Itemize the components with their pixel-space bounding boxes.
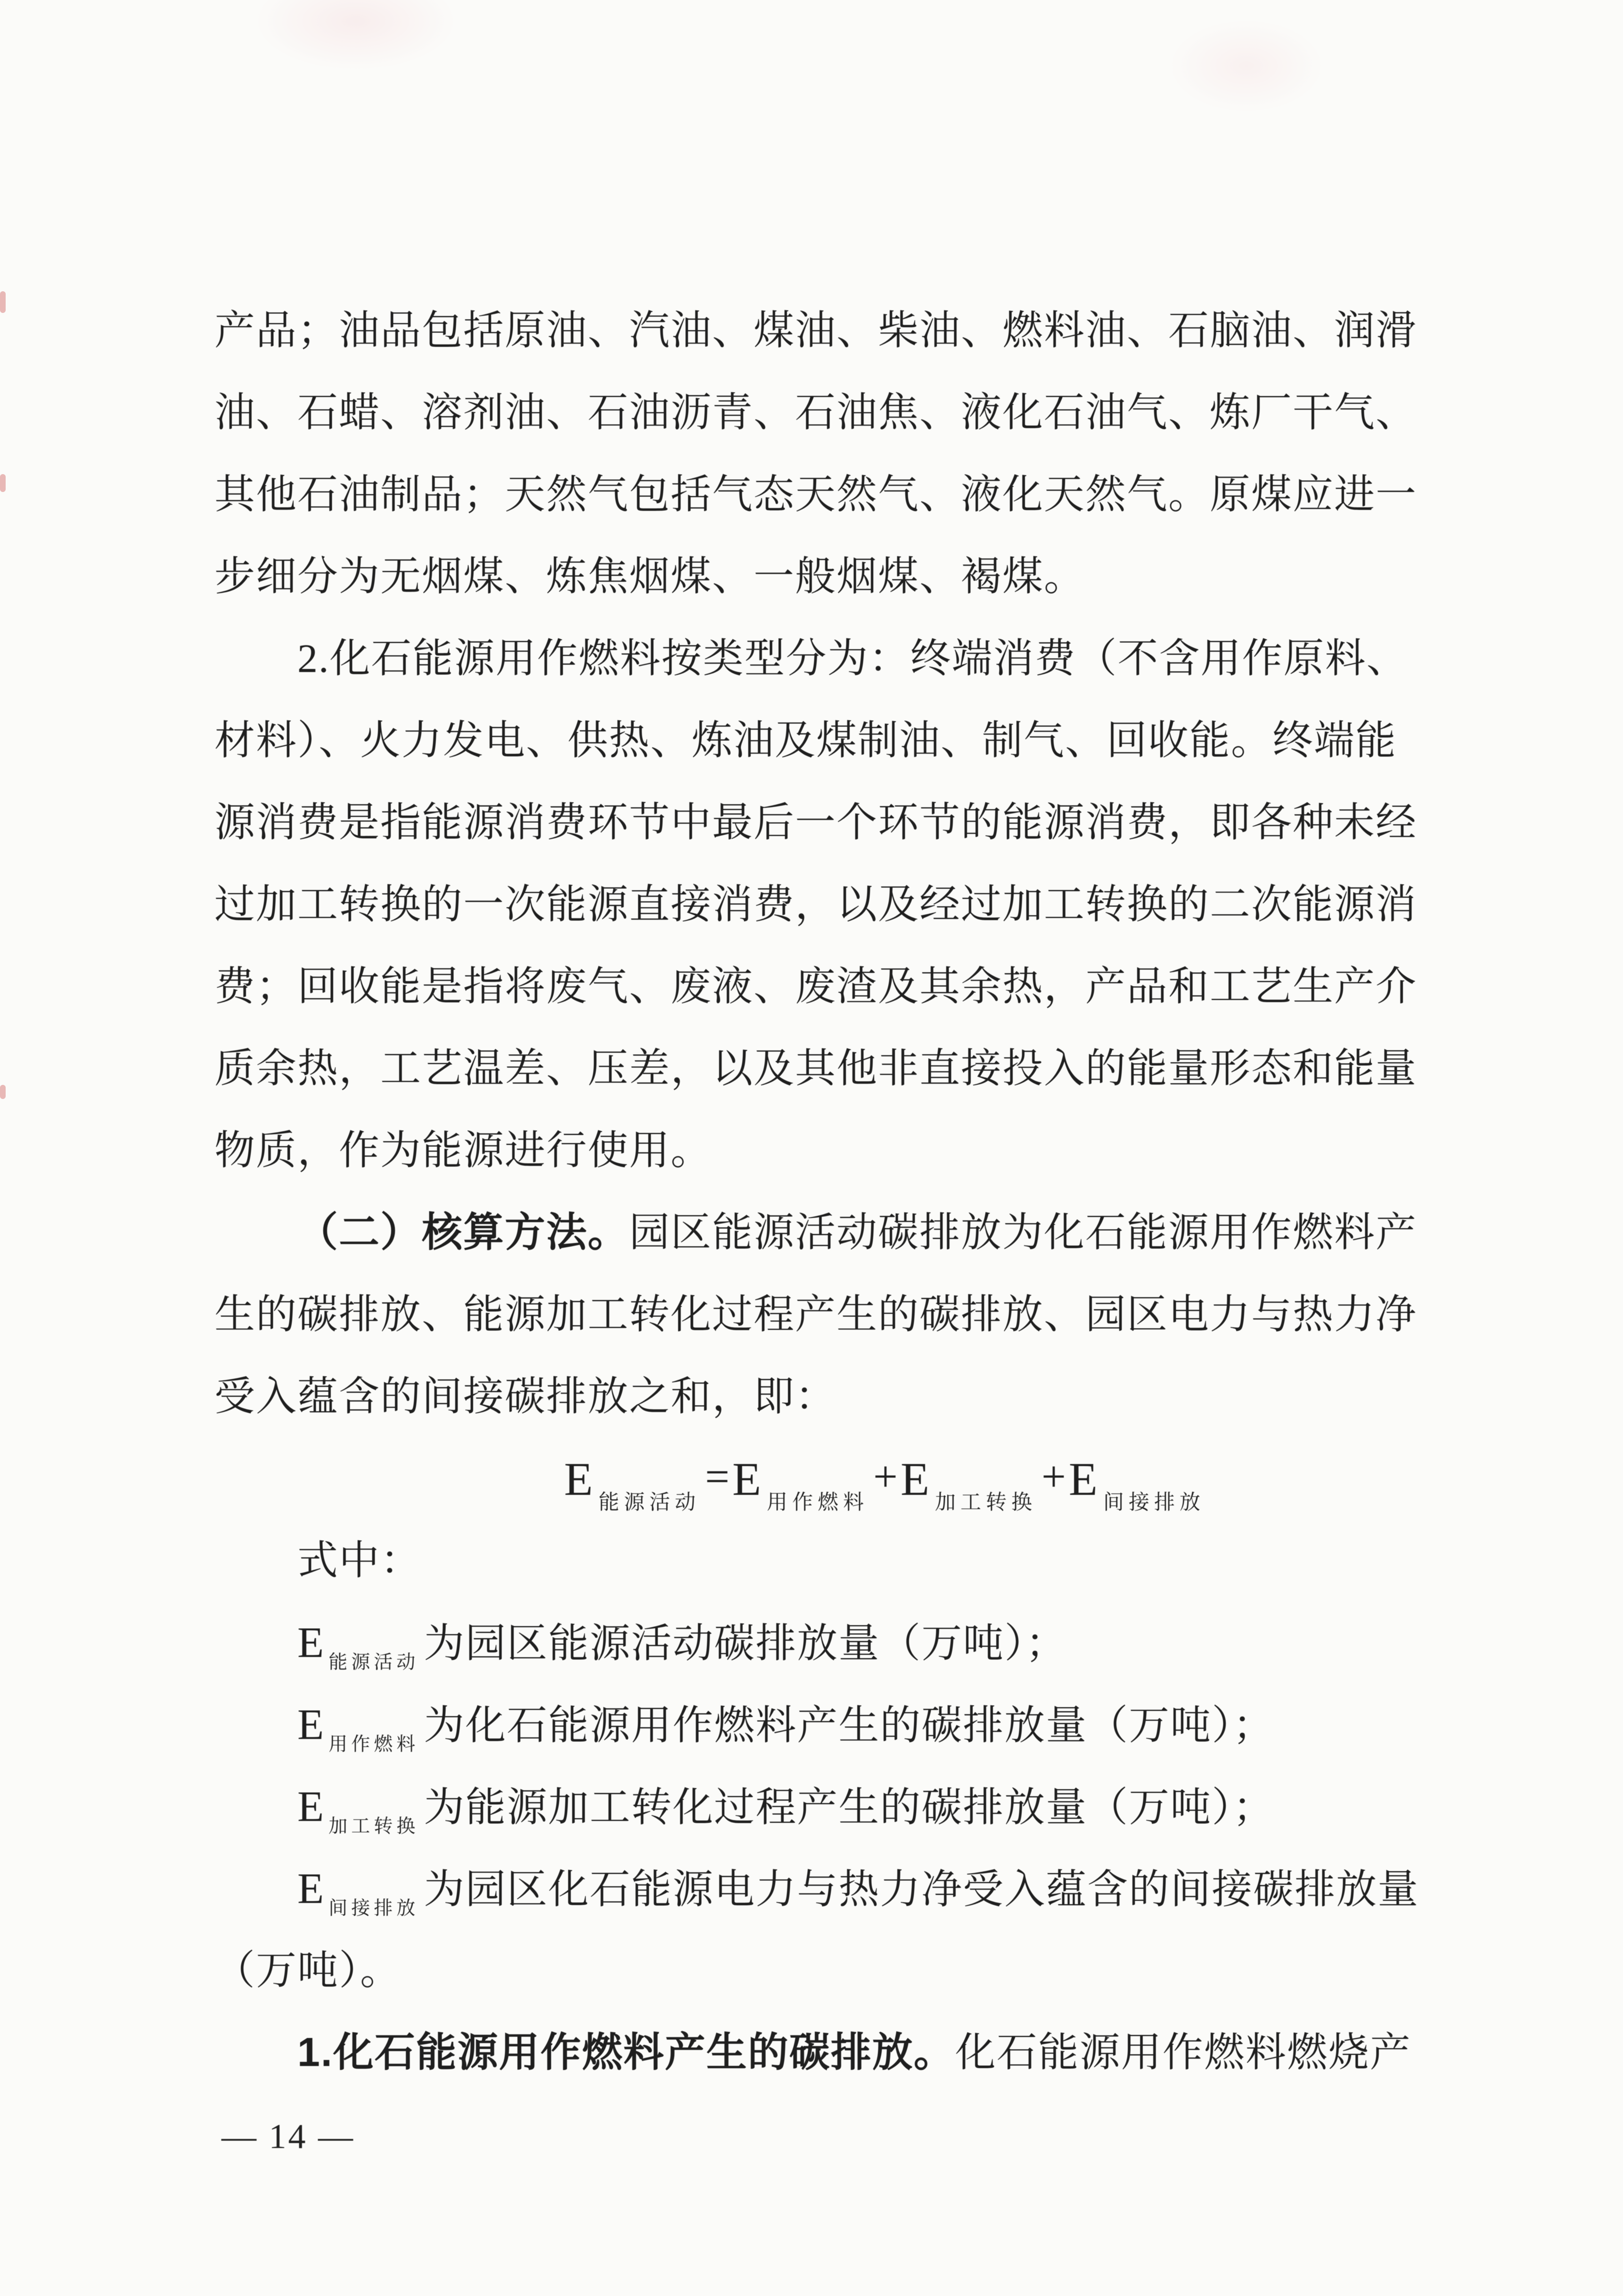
formula-symbol — [297, 1864, 424, 1919]
definition-line — [214, 1601, 1426, 1683]
formula-line — [214, 1437, 1426, 1519]
symbol-subscript: 加工转换 — [328, 1815, 419, 1837]
formula-subscript: 用作燃料 — [767, 1491, 869, 1514]
formula-symbol — [297, 1700, 424, 1755]
definition-text: 为能源加工转化过程产生的碳排放量（万吨）； — [424, 1785, 1275, 1830]
definition-continuation-line: （万吨）。 — [214, 1948, 402, 1993]
formula-subscript: 能源活动 — [598, 1491, 701, 1514]
formula-symbol-E: E — [1068, 1453, 1099, 1505]
text-line: 油、石蜡、溶剂油、石油沥青、石油焦、液化石油气、炼厂干气、 — [214, 390, 1417, 435]
text-line: 源消费是指能源消费环节中最后一个环节的能源消费，即各种未经 — [214, 800, 1417, 845]
formula-subscript: 间接排放 — [1103, 1491, 1205, 1514]
text-line: 费；回收能是指将废气、废液、废渣及其余热，产品和工艺生产介 — [214, 964, 1417, 1009]
text-line: 物质，作为能源进行使用。 — [214, 1128, 712, 1173]
formula-subscript: 加工转换 — [935, 1491, 1037, 1514]
run-in-heading: 1.化石能源用作燃料产生的碳排放。 — [297, 2030, 955, 2075]
scan-edge-artifact — [0, 291, 6, 313]
text-line: 质余热，工艺温差、压差，以及其他非直接投入的能量形态和能量 — [214, 1046, 1417, 1091]
text-line: 其他石油制品；天然气包括气态天然气、液化天然气。原煤应进一 — [214, 472, 1417, 517]
plus-sign: + — [1041, 1452, 1067, 1501]
equals-sign: = — [705, 1452, 730, 1501]
definition-line — [214, 1683, 1426, 1765]
definition-line — [214, 1847, 1426, 1929]
symbol-base: E — [297, 1700, 325, 1748]
carbon-emission-formula — [564, 1437, 1208, 1515]
symbol-base: E — [297, 1782, 325, 1830]
text-run: 园区能源活动碳排放为化石能源用作燃料产 — [629, 1210, 1417, 1255]
text-line: 生的碳排放、能源加工转化过程产生的碳排放、园区电力与热力净 — [214, 1292, 1417, 1337]
text-line: 步细分为无烟煤、炼焦烟煤、一般烟煤、褐煤。 — [214, 554, 1085, 599]
text-run: 化石能源用作燃料燃烧产 — [955, 2030, 1411, 2075]
definition-text: 为园区化石能源电力与热力净受入蕴含的间接碳排放量 — [424, 1867, 1419, 1912]
definition-text: 为园区能源活动碳排放量（万吨）； — [424, 1621, 1067, 1666]
formula-symbol — [297, 1618, 424, 1673]
run-in-heading: （二）核算方法。 — [297, 1210, 629, 1255]
document-body — [214, 289, 1426, 2093]
scan-stain-top-right — [1169, 19, 1324, 113]
text-line: 过加工转换的一次能源直接消费，以及经过加工转换的二次能源消 — [214, 882, 1417, 927]
definition-text: 为化石能源用作燃料产生的碳排放量（万吨）； — [424, 1703, 1275, 1748]
text-line: 2.化石能源用作燃料按类型分为：终端消费（不含用作原料、 — [297, 636, 1408, 681]
text-line: 材料）、火力发电、供热、炼油及煤制油、制气、回收能。终端能 — [214, 718, 1397, 763]
definition-line — [214, 1765, 1426, 1847]
text-line — [214, 2011, 1426, 2093]
text-line: 受入蕴含的间接碳排放之和，即： — [214, 1374, 836, 1419]
text-line: 产品；油品包括原油、汽油、煤油、柴油、燃料油、石脑油、润滑 — [214, 308, 1417, 353]
symbol-subscript: 用作燃料 — [328, 1733, 419, 1755]
text-line — [214, 1191, 1426, 1273]
symbol-subscript: 间接排放 — [328, 1897, 419, 1919]
formula-symbol-E: E — [732, 1453, 762, 1505]
formula-symbol-E: E — [564, 1453, 594, 1505]
formula-symbol-E: E — [900, 1453, 931, 1505]
plus-sign: + — [873, 1452, 899, 1501]
symbol-subscript: 能源活动 — [328, 1651, 419, 1673]
symbol-base: E — [297, 1618, 325, 1666]
scan-edge-artifact — [0, 1085, 6, 1099]
scan-edge-artifact — [0, 474, 6, 492]
formula-symbol — [297, 1782, 424, 1837]
text-line: 式中： — [297, 1538, 422, 1583]
symbol-base: E — [297, 1864, 325, 1912]
scan-stain-top-left — [254, 0, 457, 71]
page-number: — 14 — — [221, 2117, 355, 2156]
